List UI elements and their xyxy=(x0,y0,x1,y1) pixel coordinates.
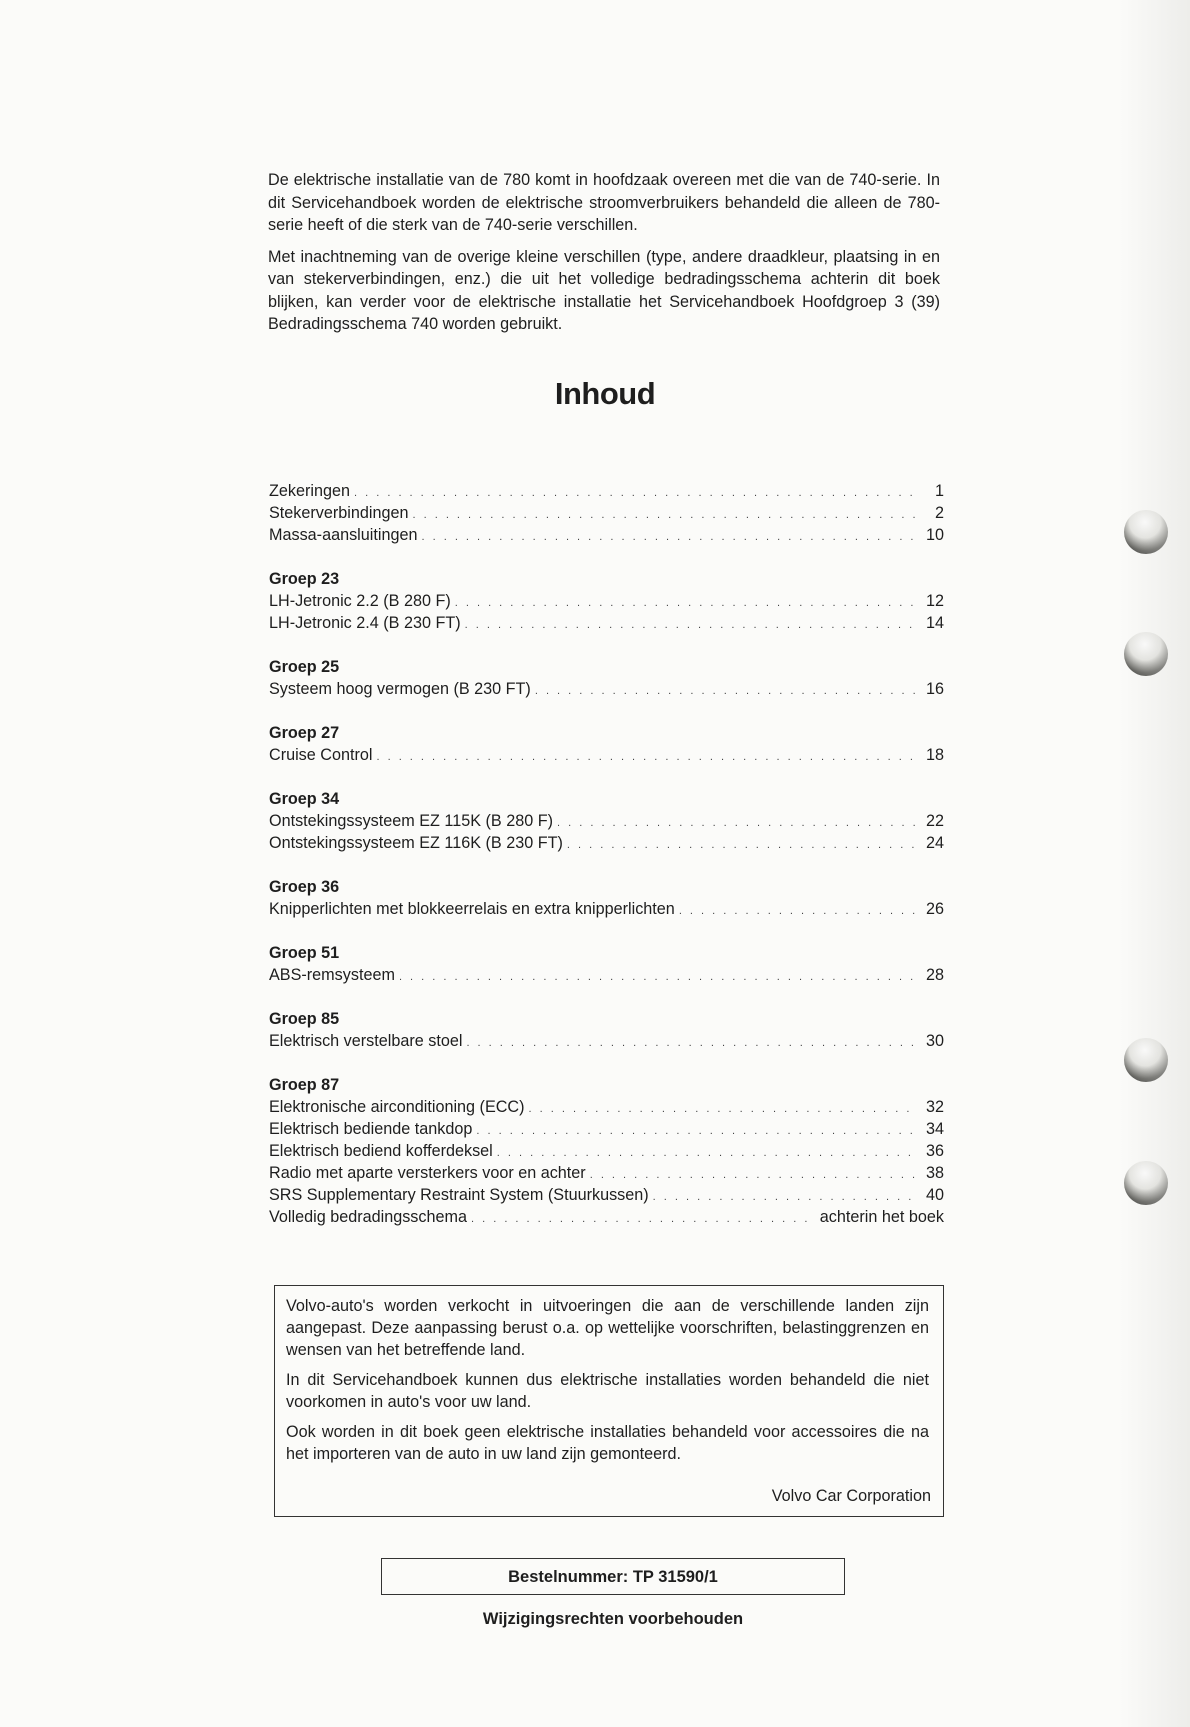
toc-entry-page: 24 xyxy=(925,834,944,852)
toc-entry-page: 16 xyxy=(925,680,944,698)
intro-text xyxy=(268,169,940,345)
toc-entry xyxy=(269,1118,944,1140)
intro-paragraph-2: Met inachtneming van de overige kleine verschillen (type, andere draadkleur, plaatsing in en van stekerverbindingen, enz.) die uit het volledige bedradingsschema achterin dit boek blijken, kan verder voor de elektrische installatie het Servicehandboek Hoofdgroep 3 (39) Bedradingsschema 740 worden gebruikt. xyxy=(268,247,940,333)
order-number-box: Bestelnummer: TP 31590/1 xyxy=(381,1558,845,1595)
toc-group-title: Groep 23 xyxy=(269,570,340,588)
binder-hole-3 xyxy=(1124,1038,1168,1082)
rights-reserved: Wijzigingsrechten voorbehouden xyxy=(482,1610,744,1628)
toc-entry xyxy=(269,1184,944,1206)
toc-leader-dots xyxy=(412,504,918,526)
toc-leader-dots xyxy=(455,592,918,614)
notice-signature: Volvo Car Corporation xyxy=(771,1487,931,1505)
toc-entry xyxy=(269,480,944,502)
toc-entry-page: 22 xyxy=(925,812,944,830)
toc-entry-page: 28 xyxy=(925,966,944,984)
toc-entry-page: 30 xyxy=(925,1032,944,1050)
toc-entry xyxy=(269,744,944,766)
binder-hole-4 xyxy=(1124,1161,1168,1205)
toc-entry xyxy=(269,524,944,546)
toc-entry-page: 36 xyxy=(925,1142,944,1160)
intro-paragraph-1: De elektrische installatie van de 780 komt in hoofdzaak overeen met die van de 740-serie. In dit Servicehandboek worden de elektrische stroomverbruikers behandeld die alleen de 780-serie heeft of die sterk van de 740-serie verschillen. xyxy=(268,171,940,234)
page-title: Inhoud xyxy=(554,376,656,411)
toc-entry-label: Elektronische airconditioning (ECC) xyxy=(269,1098,525,1116)
toc-entry-label: Stekerverbindingen xyxy=(269,504,409,522)
toc-leader-dots xyxy=(679,900,918,922)
toc-leader-dots xyxy=(497,1142,918,1164)
table-of-contents xyxy=(269,480,944,1228)
toc-group-title: Groep 87 xyxy=(269,1076,340,1094)
toc-group-title: Groep 36 xyxy=(269,878,340,896)
toc-entry-label: LH-Jetronic 2.2 (B 280 F) xyxy=(269,592,451,610)
toc-entry xyxy=(269,898,944,920)
toc-entry xyxy=(269,1096,944,1118)
toc-leader-dots xyxy=(399,966,918,988)
toc-entry-label: ABS-remsysteem xyxy=(269,966,395,984)
toc-leader-dots xyxy=(653,1186,918,1208)
toc-leader-dots xyxy=(590,1164,918,1186)
toc-entry-label: Systeem hoog vermogen (B 230 FT) xyxy=(269,680,531,698)
binder-hole-2 xyxy=(1124,632,1168,676)
toc-entry xyxy=(269,1140,944,1162)
toc-group-title: Groep 25 xyxy=(269,658,340,676)
toc-entry xyxy=(269,1162,944,1184)
toc-entry-page: 18 xyxy=(925,746,944,764)
toc-leader-dots xyxy=(535,680,918,702)
toc-entry-page: 2 xyxy=(934,504,944,522)
toc-entry-page: 14 xyxy=(925,614,944,632)
toc-entry-label: Cruise Control xyxy=(269,746,373,764)
notice-paragraph-3: Ook worden in dit boek geen elektrische installaties behandeld voor accessoires die na het importeren van de auto in uw land zijn gemonteerd. xyxy=(286,1423,929,1463)
toc-entry xyxy=(269,810,944,832)
toc-leader-dots xyxy=(354,482,918,504)
toc-leader-dots xyxy=(465,614,918,636)
toc-entry-label: Radio met aparte versterkers voor en achter xyxy=(269,1164,586,1182)
toc-entry xyxy=(269,502,944,524)
toc-leader-dots xyxy=(471,1208,814,1230)
toc-leader-dots xyxy=(476,1120,918,1142)
toc-entry-page: 1 xyxy=(934,482,944,500)
toc-entry-label: Zekeringen xyxy=(269,482,350,500)
toc-leader-dots xyxy=(567,834,918,856)
notice-paragraph-2: In dit Servicehandboek kunnen dus elektrische installaties worden behandeld die niet voorkomen in auto's voor uw land. xyxy=(286,1371,929,1411)
toc-entry-label: Volledig bedradingsschema xyxy=(269,1208,467,1226)
toc-leader-dots xyxy=(421,526,918,548)
toc-entry-label: Knipperlichten met blokkeerrelais en extra knipperlichten xyxy=(269,900,675,918)
toc-entry xyxy=(269,678,944,700)
toc-entry xyxy=(269,612,944,634)
toc-entry-label: SRS Supplementary Restraint System (Stuurkussen) xyxy=(269,1186,649,1204)
toc-entry xyxy=(269,964,944,986)
toc-leader-dots xyxy=(376,746,918,768)
toc-leader-dots xyxy=(557,812,918,834)
toc-entry-label: Massa-aansluitingen xyxy=(269,526,418,544)
toc-group-title: Groep 85 xyxy=(269,1010,340,1028)
toc-entry-page: 12 xyxy=(925,592,944,610)
toc-entry-label: Elektrisch verstelbare stoel xyxy=(269,1032,463,1050)
toc-entry-label: LH-Jetronic 2.4 (B 230 FT) xyxy=(269,614,461,632)
toc-entry-label: Ontstekingssysteem EZ 115K (B 280 F) xyxy=(269,812,553,830)
binder-hole-1 xyxy=(1124,510,1168,554)
toc-entry-page: 10 xyxy=(925,526,944,544)
toc-leader-dots xyxy=(466,1032,918,1054)
toc-entry-page: 38 xyxy=(925,1164,944,1182)
toc-entry-label: Elektrisch bediende tankdop xyxy=(269,1120,473,1138)
notice-box xyxy=(274,1285,944,1517)
toc-entry-page: 32 xyxy=(925,1098,944,1116)
toc-entry xyxy=(269,832,944,854)
toc-entry xyxy=(269,590,944,612)
toc-entry xyxy=(269,1030,944,1052)
toc-entry xyxy=(269,1206,944,1228)
toc-group-title: Groep 27 xyxy=(269,724,340,742)
notice-paragraph-1: Volvo-auto's worden verkocht in uitvoeringen die aan de verschillende landen zijn aangepast. Deze aanpassing berust o.a. op wettelijke voorschriften, belastinggrenzen en wensen van het betreffende land. xyxy=(286,1297,929,1359)
toc-entry-page: 40 xyxy=(925,1186,944,1204)
toc-group-title: Groep 34 xyxy=(269,790,340,808)
toc-entry-page: achterin het boek xyxy=(819,1208,944,1226)
toc-entry-page: 26 xyxy=(925,900,944,918)
toc-entry-page: 34 xyxy=(925,1120,944,1138)
toc-entry-label: Ontstekingssysteem EZ 116K (B 230 FT) xyxy=(269,834,563,852)
toc-leader-dots xyxy=(529,1098,918,1120)
toc-group-title: Groep 51 xyxy=(269,944,340,962)
toc-entry-label: Elektrisch bediend kofferdeksel xyxy=(269,1142,493,1160)
